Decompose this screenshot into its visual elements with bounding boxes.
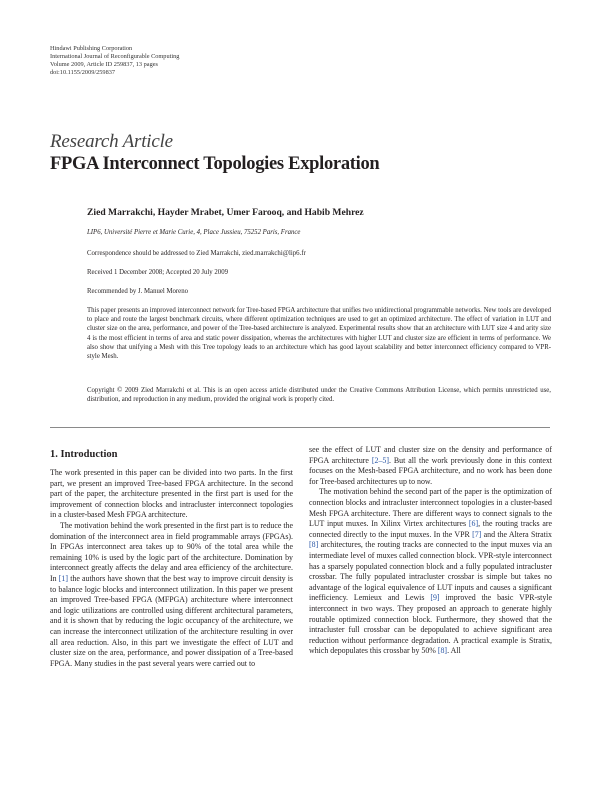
citation-link[interactable]: [7] — [472, 529, 482, 539]
citation-link[interactable]: [8] — [437, 646, 448, 656]
author-list: Zied Marrakchi, Hayder Mrabet, Umer Farooq, and Habib Mehrez — [87, 207, 364, 218]
correspondence: Correspondence should be addressed to Zied Marrakchi, zied.marrakchi@lip6.fr — [87, 250, 306, 257]
intro-paragraph-2 — [50, 521, 293, 669]
citation-link[interactable]: [1] — [58, 573, 68, 583]
journal-name: International Journal of Reconfigurable Computing — [50, 52, 180, 60]
section-heading-introduction: 1. Introduction — [50, 449, 118, 460]
text-run: The motivation behind the second part of the paper is the optimization of connection blocks and intracluster interconnect topologies in a cluster-based Mesh FPGA architecture. There are different ways to connect signals to the LUT input muxes. In Xilinx Virtex architectures — [309, 487, 552, 529]
recommended-by: Recommended by J. Manuel Moreno — [87, 288, 188, 295]
left-column — [50, 468, 293, 669]
right-column — [309, 445, 552, 657]
copyright-notice: Copyright © 2009 Zied Marrakchi et al. This is an open access article distributed under the Creative Commons Attribution License, which permits unrestricted use, distribution, and reproduction in any medium, provided the original work is properly cited. — [87, 387, 551, 404]
text-run: The motivation behind the work presented in the first part is to reduce the domination of the interconnect area in field programmable arrays (FPGAs). In FPGAs interconnect area takes up to 90% of the total area while the remaining 10% is used by the logic part of the architecture. Domination by interconnect greatly affects the delay and area efficiency of the architecture. In — [50, 520, 293, 583]
text-run: architectures, the routing tracks are connected to the input muxes via an intermediate level of muxes called connection block. VPR-style interconnect has a sparsely populated connection block and a fully populated intracluster crossbar. The fully populated intracluster crossbar is simple but takes no advantage of the logical equivalence of LUT inputs and causes a significant inefficiency. Lemieux and Lewis — [309, 540, 552, 603]
text-run: . All — [447, 646, 461, 656]
intro-paragraph-4 — [309, 487, 552, 657]
journal-header — [50, 45, 179, 77]
article-kind: Research Article — [50, 131, 173, 152]
text-run: improved the basic VPR-style interconnect in two ways. They proposed an approach to generate highly routable optimized connection block. Furthermore, they showed that the intracluster full crossbar can be depopulated to achieve significant area reduction without performance degradation. A practical example is Stratix, which depopulates this crossbar by 50% — [309, 593, 552, 656]
text-run: and the Altera Stratix — [481, 529, 553, 539]
intro-paragraph-3 — [309, 445, 552, 487]
journal-doi[interactable]: doi:10.1155/2009/259837 — [50, 68, 116, 76]
journal-publisher: Hindawi Publishing Corporation — [50, 45, 133, 52]
intro-paragraph-1: The work presented in this paper can be divided into two parts. In the first part, we present an improved Tree-based FPGA architecture. In the second part of the paper, the architecture presented in the first part is used for the improvement of connection blocks and intracluster interconnect topologies in a cluster-based Mesh FPGA architecture. — [50, 468, 293, 520]
article-dates: Received 1 December 2008; Accepted 20 July 2009 — [87, 269, 228, 276]
section-divider — [50, 427, 550, 428]
citation-link[interactable]: [8] — [309, 540, 319, 550]
affiliation: LIP6, Université Pierre et Marie Curie, 4, Place Jussieu, 75252 Paris, France — [87, 229, 301, 236]
citation-link[interactable]: [9] — [430, 593, 440, 603]
text-run: . But all the work previously done in this context focuses on the Mesh-based FPGA architecture, and no work has been done for Tree-based architectures up to now. — [309, 455, 552, 486]
article-title: FPGA Interconnect Topologies Exploration — [50, 154, 380, 174]
journal-volume: Volume 2009, Article ID 259837, 13 pages — [50, 60, 158, 68]
text-run: the authors have shown that the best way to improve circuit density is to balance logic blocks and interconnect utilization. In this paper we present an improved Tree-based FPGA (MFPGA) architecture where interconnect and logic utilizations are controlled using different architectural parameters, and it is shown that by reducing the logic occupancy of the architecture, we can increase the interconnect utilization of the architecture resulting in over all area reduction. Also, in this part we investigate the effect of LUT and cluster size on the area, performance, and power dissipation of a Tree-based FPGA. Many studies in the past several years were carried out to — [50, 573, 293, 668]
citation-link[interactable]: [2–5] — [371, 455, 389, 465]
citation-link[interactable]: [6] — [468, 519, 479, 529]
text-run: , the routing tracks are connected directly to the input muxes. In the VPR — [309, 519, 552, 539]
abstract: This paper presents an improved interconnect network for Tree-based FPGA architecture that unifies two unidirectional programmable networks. New tools are developed to place and route the largest benchmark circuits, where different optimization techniques are used to get an optimized architecture. The effect of variation in LUT and cluster size on the area, performance, and power of the Tree-based architecture is analyzed. Experimental results show that an architecture with LUT size 4 and arity size 4 is the most efficient in terms of area and static power dissipation, whereas the architectures with higher LUT and cluster size are efficient in terms of performance. We also show that unifying a Mesh with this Tree topology leads to an architecture which has good layout scalability and better interconnect efficiency compared to VPR-style Mesh. — [87, 307, 551, 361]
text-run: see the effect of LUT and cluster size on the density and performance of FPGA architecture — [309, 445, 552, 465]
